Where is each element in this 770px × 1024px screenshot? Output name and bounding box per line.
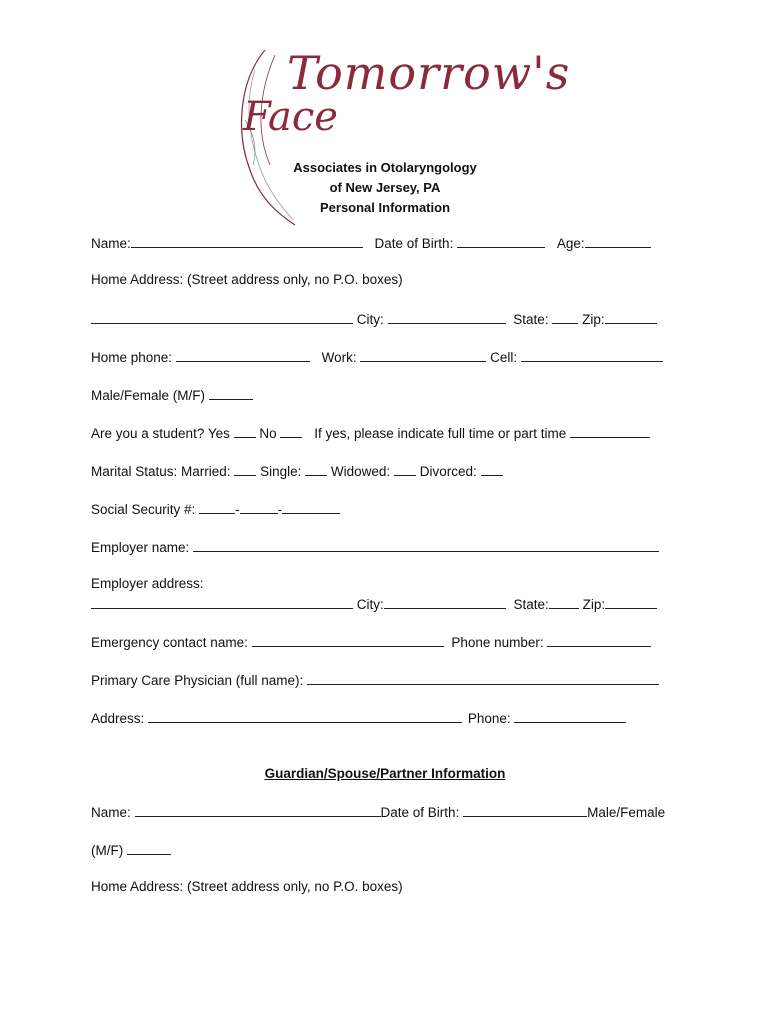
row-marital [91, 462, 670, 479]
logo-line-2: Face [243, 94, 338, 140]
city-label: City: [356, 312, 384, 327]
employer-street-field[interactable] [91, 595, 353, 609]
name-field[interactable] [131, 234, 363, 248]
ssn-part2-field[interactable] [240, 500, 278, 514]
street-field[interactable] [91, 310, 353, 324]
row-guardian-mf [91, 841, 670, 858]
home-phone-field[interactable] [176, 348, 310, 362]
work-field[interactable] [360, 348, 486, 362]
row-employer-city [91, 595, 670, 612]
row-student [91, 424, 670, 441]
emergency-phone-label: Phone number: [451, 635, 544, 650]
employer-state-label: State: [513, 597, 549, 612]
guardian-gender-label: Male/Female [587, 805, 666, 820]
cell-field[interactable] [521, 348, 663, 362]
form-title: Personal Information [319, 200, 451, 215]
ssn-dash-2: - [277, 502, 283, 517]
employer-state-field[interactable] [549, 595, 579, 609]
guardian-dob-field[interactable] [463, 803, 587, 817]
emergency-label: Emergency contact name: [91, 635, 248, 650]
row-emergency [91, 633, 670, 650]
single-label: Single: [260, 464, 302, 479]
emergency-name-field[interactable] [252, 633, 444, 647]
widowed-label: Widowed: [330, 464, 391, 479]
employer-name-field[interactable] [193, 538, 659, 552]
student-yes-field[interactable] [234, 424, 256, 438]
ssn-dash-1: - [235, 502, 240, 517]
married-field[interactable] [234, 462, 256, 476]
age-field[interactable] [585, 234, 651, 248]
student-no-field[interactable] [280, 424, 302, 438]
home-phone-label: Home phone: [91, 350, 173, 365]
work-label: Work: [321, 350, 357, 365]
guardian-name-label: Name: [91, 805, 131, 820]
employer-address-label: Employer address: [91, 576, 204, 591]
pcp-label: Primary Care Physician (full name): [91, 673, 304, 688]
logo-line-1: Tomorrow's [287, 46, 571, 100]
dob-label: Date of Birth: [374, 236, 454, 251]
employer-zip-label: Zip: [582, 597, 606, 612]
zip-field[interactable] [605, 310, 657, 324]
guardian-section-title: Guardian/Spouse/Partner Information [264, 766, 506, 781]
employer-city-label: City: [356, 597, 384, 612]
guardian-dob-label: Date of Birth: [380, 805, 460, 820]
ssn-label: Social Security #: [91, 502, 196, 517]
dob-field[interactable] [457, 234, 545, 248]
marital-label: Marital Status: Married: [91, 464, 231, 479]
student-type-label: If yes, please indicate full time or part time [314, 426, 567, 441]
guardian-name-field[interactable] [135, 803, 381, 817]
row-pcp [91, 671, 670, 688]
employer-zip-field[interactable] [605, 595, 657, 609]
guardian-gender-field[interactable] [127, 841, 171, 855]
row-phones [91, 348, 670, 365]
age-label: Age: [556, 236, 585, 251]
guardian-home-address-label: Home Address: (Street address only, no P.O. boxes) [91, 879, 403, 894]
divorced-field[interactable] [481, 462, 503, 476]
state-label: State: [513, 312, 549, 327]
zip-label: Zip: [582, 312, 605, 327]
home-address-label: Home Address: (Street address only, no P.O. boxes) [91, 272, 403, 287]
pcp-field[interactable] [307, 671, 659, 685]
city-field[interactable] [388, 310, 506, 324]
row-name [91, 234, 670, 251]
pcp-phone-label: Phone: [467, 711, 511, 726]
widowed-field[interactable] [394, 462, 416, 476]
row-address-city [91, 310, 670, 327]
student-type-field[interactable] [570, 424, 650, 438]
practice-name: Associates in Otolaryngology [293, 160, 477, 175]
row-employer [91, 538, 670, 555]
employer-name-label: Employer name: [91, 540, 190, 555]
gender-field[interactable] [209, 386, 253, 400]
state-field[interactable] [552, 310, 578, 324]
row-guardian-name [91, 803, 670, 820]
divorced-label: Divorced: [419, 464, 477, 479]
ssn-part1-field[interactable] [199, 500, 235, 514]
practice-header [0, 158, 770, 218]
emergency-phone-field[interactable] [547, 633, 651, 647]
pcp-address-field[interactable] [148, 709, 462, 723]
gender-label: Male/Female (M/F) [91, 388, 206, 403]
cell-label: Cell: [490, 350, 518, 365]
pcp-address-label: Address: [91, 711, 145, 726]
employer-city-field[interactable] [384, 595, 506, 609]
ssn-part3-field[interactable] [282, 500, 340, 514]
guardian-mf-label: (M/F) [91, 843, 124, 858]
row-gender [91, 386, 670, 403]
name-label: Name: [91, 236, 131, 251]
single-field[interactable] [305, 462, 327, 476]
row-pcp-address [91, 709, 670, 726]
student-label: Are you a student? Yes [91, 426, 230, 441]
pcp-phone-field[interactable] [514, 709, 626, 723]
practice-state: of New Jersey, PA [329, 180, 441, 195]
student-no-label: No [259, 426, 277, 441]
row-ssn [91, 500, 670, 517]
